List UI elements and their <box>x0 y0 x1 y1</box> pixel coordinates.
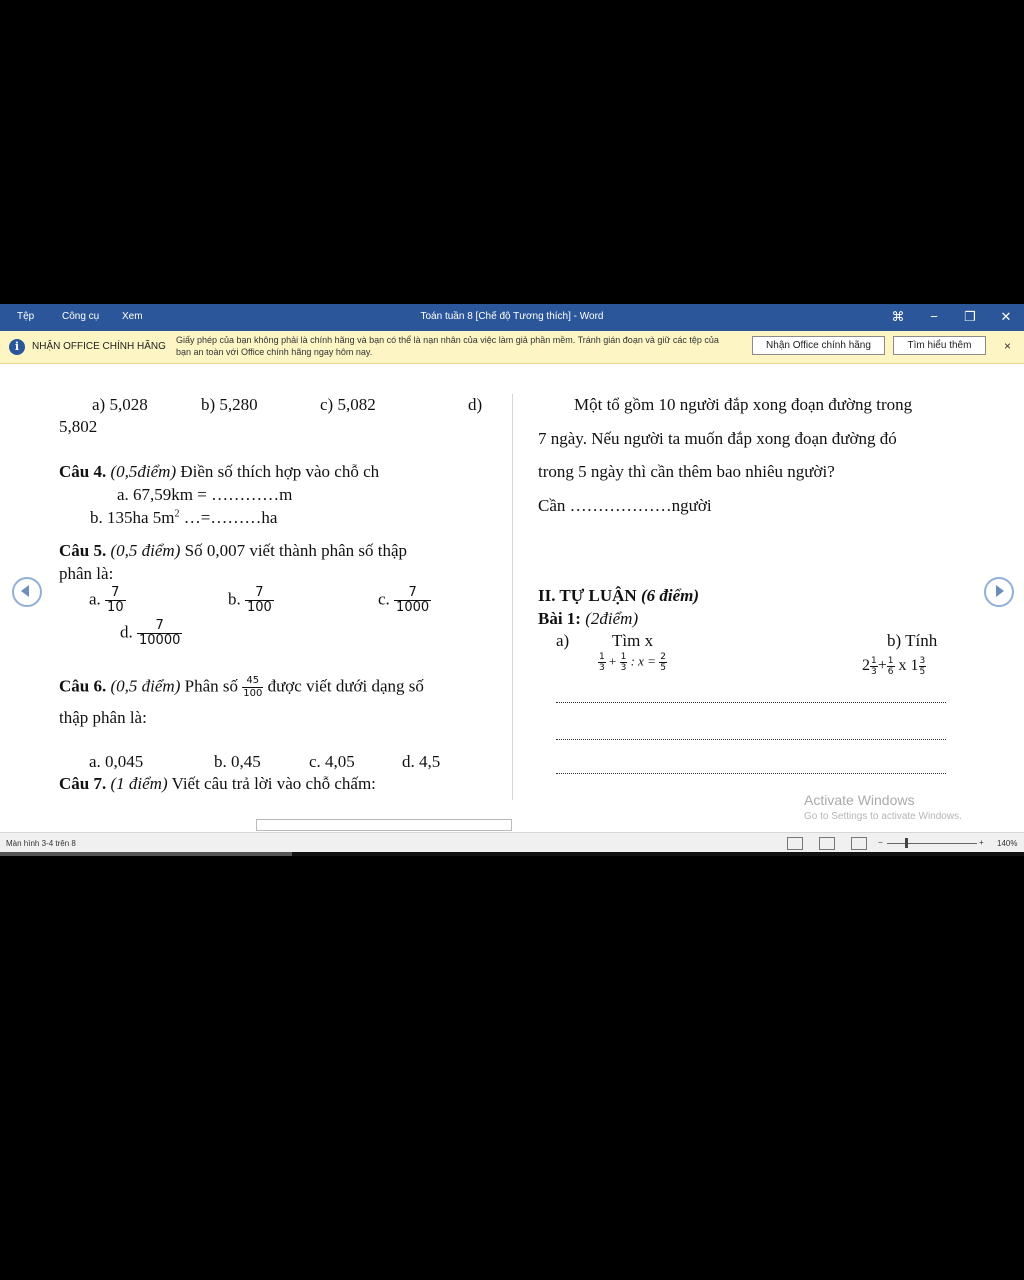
q7-points: (1 điểm) <box>110 774 168 793</box>
numerator: 7 <box>394 586 431 601</box>
numerator: 7 <box>245 586 274 601</box>
eq-a-operator: : x = <box>630 653 656 669</box>
q4-points: (0,5điểm) <box>110 462 177 481</box>
q6-option-b: b. 0,45 <box>214 752 261 771</box>
part-b-task: b) Tính <box>887 631 938 650</box>
q6-label: Câu 6. <box>59 676 107 696</box>
learn-more-button[interactable]: Tìm hiểu thêm <box>893 336 986 355</box>
numerator: 45 <box>242 675 263 688</box>
bai1-label: Bài 1: <box>538 609 581 628</box>
q6-text-post: được viết dưới dạng số <box>267 676 424 696</box>
q7-label: Câu 7. <box>59 774 107 793</box>
q5-option-c-fraction <box>394 586 431 615</box>
answer-dotted-line-3 <box>556 773 946 774</box>
q5-option-a-prefix: a. <box>89 589 101 609</box>
q5-points: (0,5 điểm) <box>110 541 181 560</box>
q5-text: Số 0,007 viết thành phân số thập <box>184 541 408 560</box>
q5-option-a-fraction <box>105 586 126 615</box>
column-divider <box>512 394 513 800</box>
horizontal-scrollbar[interactable] <box>256 819 512 831</box>
get-genuine-office-button[interactable]: Nhận Office chính hãng <box>752 336 885 355</box>
eq-b-fraction-1 <box>870 656 878 677</box>
denominator: 5 <box>660 663 666 673</box>
section-heading <box>538 586 699 606</box>
q5-option-b-prefix: b. <box>228 589 241 609</box>
activate-windows-watermark: Activate Windows <box>804 792 915 808</box>
denominator: 3 <box>599 663 605 673</box>
q6-fraction <box>242 675 263 700</box>
denominator: 6 <box>887 667 894 677</box>
denominator: 100 <box>247 600 272 615</box>
zoom-level[interactable]: 140% <box>997 839 1018 848</box>
q4-part-a: a. 67,59km = …………m <box>117 485 293 504</box>
q4-part-b-sup: 2 <box>174 508 180 520</box>
word-window <box>0 304 1024 856</box>
bai1-heading <box>538 609 638 629</box>
close-notification-icon[interactable]: × <box>1004 339 1012 353</box>
equation-a <box>598 652 667 673</box>
part-a-label: a) <box>556 631 570 650</box>
title-bar <box>0 304 1024 331</box>
eq-b-fraction-3 <box>919 656 927 677</box>
eq-b-plus: + <box>877 657 887 675</box>
next-page-button[interactable] <box>984 577 1014 607</box>
numerator: 1 <box>620 652 627 662</box>
denominator: 5 <box>919 667 926 677</box>
previous-page-button[interactable] <box>12 577 42 607</box>
q4-text: Điền số thích hợp vào chỗ ch <box>180 462 380 481</box>
q6-points: (0,5 điểm) <box>110 676 181 696</box>
eq-b-whole-1: 2 <box>862 657 870 675</box>
numerator: 3 <box>919 656 926 666</box>
q3-option-b: b) 5,280 <box>201 395 258 414</box>
window-title: Toán tuần 8 [Chế độ Tương thích] - Word <box>420 311 604 322</box>
eq-b-times: x 1 <box>898 657 919 675</box>
eq-b-fraction-2 <box>887 656 895 677</box>
q6-option-c: c. 4,05 <box>309 752 355 771</box>
q4-part-b <box>90 508 277 528</box>
q4-part-b-pre: b. 135ha 5m <box>90 508 175 527</box>
zoom-slider-thumb[interactable] <box>905 838 908 848</box>
q6-line <box>59 675 424 700</box>
equation-b <box>862 656 926 677</box>
taskbar-strip-highlight <box>0 852 292 856</box>
q7-line <box>59 774 376 794</box>
numerator: 7 <box>137 619 182 634</box>
q5-option-c <box>378 586 431 615</box>
denominator: 3 <box>620 663 627 673</box>
q4-part-b-post: …=………ha <box>179 508 278 527</box>
web-layout-icon[interactable] <box>851 837 867 850</box>
q6-option-d: d. 4,5 <box>402 752 441 771</box>
eq-a-fraction-2 <box>620 652 628 673</box>
menu-file[interactable]: Tệp <box>17 311 35 322</box>
q3-option-d-value: 5,802 <box>59 417 98 436</box>
zoom-in-button[interactable]: + <box>979 838 984 847</box>
denominator: 1000 <box>396 600 430 615</box>
q4-line <box>59 462 379 482</box>
q5-option-b <box>228 586 274 615</box>
numerator: 1 <box>599 652 605 662</box>
document-page <box>0 364 1024 819</box>
read-mode-icon[interactable] <box>787 837 803 850</box>
section-title: II. TỰ LUẬN <box>538 586 637 605</box>
section-points: (6 điểm) <box>640 586 700 605</box>
status-bar <box>0 832 1024 853</box>
denominator: 10 <box>107 600 124 615</box>
problem-line-3: trong 5 ngày thì cần thêm bao nhiêu người? <box>538 462 835 481</box>
q3-option-d: d) <box>468 395 483 414</box>
q5-option-d-prefix: d. <box>120 622 133 642</box>
problem-line-1: Một tổ gồm 10 người đắp xong đoạn đường trong <box>574 395 913 414</box>
numerator: 2 <box>660 652 666 662</box>
answer-dotted-line-1 <box>556 702 946 703</box>
eq-a-fraction-3 <box>659 652 667 673</box>
q5-option-d-fraction <box>137 619 182 648</box>
q5-option-d <box>120 619 182 648</box>
focus-mode-icon[interactable]: ⌘ <box>891 309 905 324</box>
part-a-task: Tìm x <box>612 631 654 650</box>
license-notification-bar <box>0 331 1024 364</box>
activate-windows-subtitle: Go to Settings to activate Windows. <box>804 811 962 822</box>
eq-a-fraction-1 <box>598 652 606 673</box>
numerator: 7 <box>105 586 126 601</box>
q5-option-b-fraction <box>245 586 274 615</box>
arrow-right-icon <box>996 585 1004 597</box>
close-button[interactable]: ✕ <box>1000 309 1012 324</box>
q7-text: Viết câu trả lời vào chỗ chấm: <box>171 774 376 793</box>
q5-option-a <box>89 586 126 615</box>
q6-text-pre: Phân số <box>184 676 238 696</box>
q6-text-cont: thập phân là: <box>59 708 147 727</box>
q5-option-c-prefix: c. <box>378 589 390 609</box>
q4-label: Câu 4. <box>59 462 107 481</box>
notification-title: NHẬN OFFICE CHÍNH HÃNG <box>32 341 166 352</box>
q5-label: Câu 5. <box>59 541 107 560</box>
q3-option-c: c) 5,082 <box>320 395 376 414</box>
zoom-slider[interactable] <box>887 843 977 844</box>
menu-view[interactable]: Xem <box>122 311 143 322</box>
page-indicator: Màn hình 3-4 trên 8 <box>6 839 76 848</box>
denominator: 100 <box>243 688 263 699</box>
notification-message: Giấy phép của bạn không phải là chính hãng và bạn có thể là nạn nhân của việc làm giả phần mềm. Tránh gián đoạn và giữ các tệp của bạn an toàn với Office chính hãng ngay hôm nay. <box>176 335 719 357</box>
q3-option-a: a) 5,028 <box>92 395 148 414</box>
q5-line <box>59 541 407 561</box>
eq-a-plus: + <box>608 653 617 669</box>
problem-line-2: 7 ngày. Nếu người ta muốn đắp xong đoạn đường đó <box>538 429 897 448</box>
q6-option-a: a. 0,045 <box>89 752 144 771</box>
menu-tools[interactable]: Công cụ <box>62 311 100 322</box>
denominator: 10000 <box>139 633 181 648</box>
restore-button[interactable]: ❐ <box>964 309 976 324</box>
info-icon: i <box>9 339 25 355</box>
answer-line: Cần ………………người <box>538 496 712 515</box>
zoom-out-button[interactable]: − <box>878 838 883 847</box>
denominator: 3 <box>871 667 877 677</box>
bai1-points: (2điểm) <box>585 609 639 628</box>
print-layout-icon[interactable] <box>819 837 835 850</box>
q5-text-cont: phân là: <box>59 564 114 583</box>
arrow-left-icon <box>21 585 29 597</box>
answer-dotted-line-2 <box>556 739 946 740</box>
minimize-button[interactable]: − <box>930 309 938 324</box>
numerator: 1 <box>887 656 894 666</box>
numerator: 1 <box>871 656 877 666</box>
